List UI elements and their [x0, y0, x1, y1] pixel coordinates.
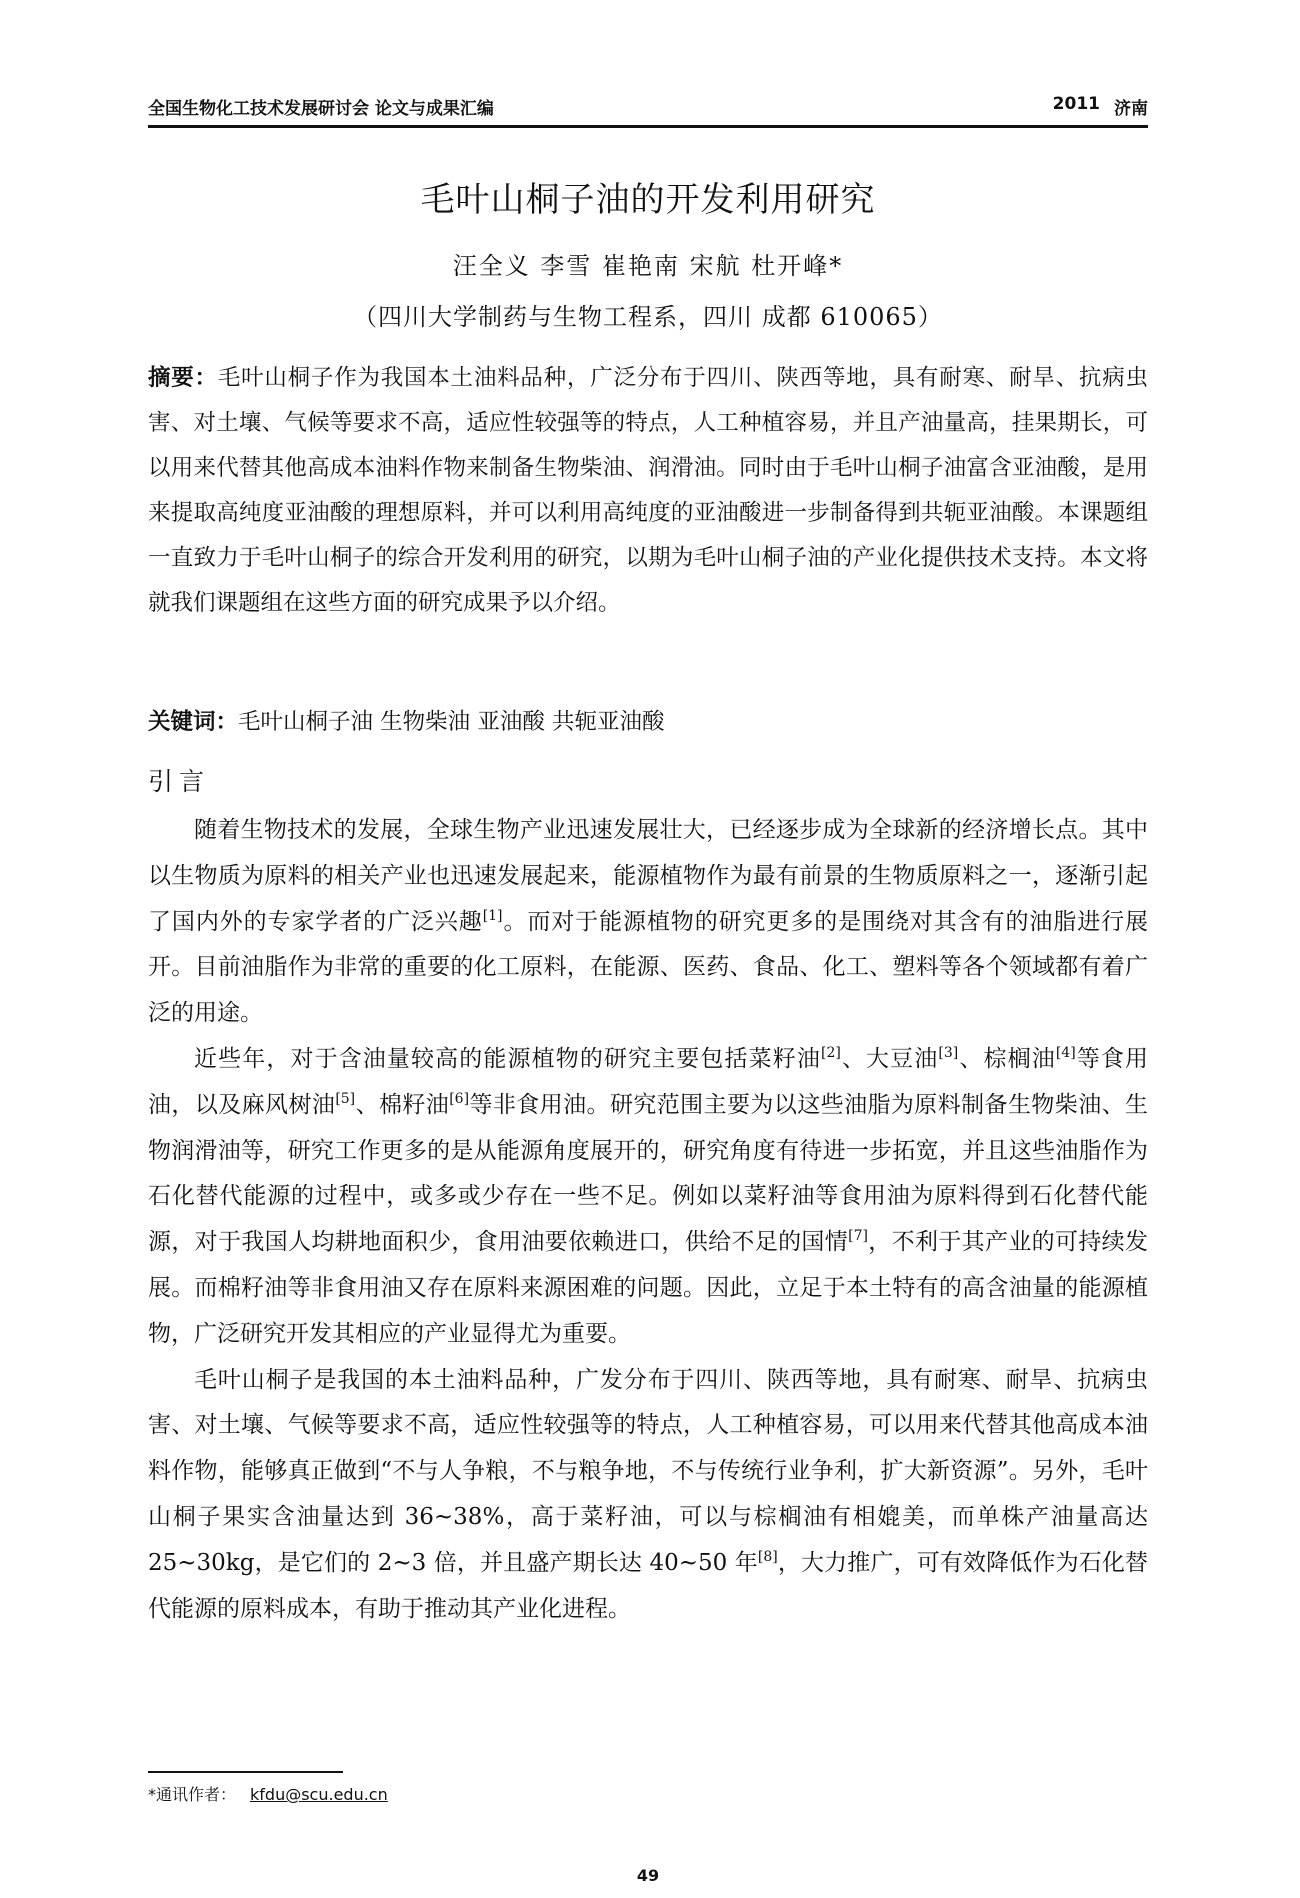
- abstract-text: 毛叶山桐子作为我国本土油料品种，广泛分布于四川、陕西等地，具有耐寒、耐旱、抗病虫害、对土壤、气候等要求不高，适应性较强等的特点，人工种植容易，并且产油量高，挂果期长，可以用来代替其他高成本油料作物来制备生物柴油、润滑油。同时由于毛叶山桐子油富含亚油酸，是用来提取高纯度亚油酸的理想原料，并可以利用高纯度的亚油酸进一步制备得到共轭亚油酸。本课题组一直致力于毛叶山桐子的综合开发利用的研究，以期为毛叶山桐子油的产业化提供技术支持。本文将就我们课题组在这些方面的研究成果予以介绍。: [148, 365, 1148, 616]
- citation-ref-7: [7]: [848, 1228, 868, 1245]
- text-run: 随着生物技术的发展，全球生物产业迅速发展壮大，已经逐步成为全球新的经济增长点。其中以生物质为原料的相关产业也迅速发展起来，能源植物作为最有前景的生物质原料之一，逐渐引起了国内外的专家学者的广泛兴趣: [148, 817, 1148, 935]
- citation-ref-5: [5]: [335, 1090, 356, 1107]
- paragraph-2: [148, 1037, 1148, 1358]
- header-conference: 全国生物化工技术发展研讨会 论文与成果汇编: [148, 99, 494, 119]
- paper-affiliation: （四川大学制药与生物工程系，四川 成都 610065）: [353, 303, 943, 331]
- text-run: 等非食用油。研究范围主要为以这些油脂为原料制备生物柴油、生物润滑油等，研究工作更多的是从能源角度展开的，研究角度有待进一步拓宽，并且这些油脂作为石化替代能源的过程中，或多或少存在一些不足。例如以菜籽油等食用油为原料得到石化替代能源，对于我国人均耕地面积少，食用油要依赖进口，供给不足的国情: [148, 1091, 1149, 1256]
- running-header: [148, 94, 1148, 128]
- footnote-label: *通讯作者：: [148, 1785, 237, 1804]
- keywords-text: 毛叶山桐子油 生物柴油 亚油酸 共轭亚油酸: [238, 709, 665, 735]
- keywords: [148, 700, 1148, 745]
- citation-ref-8: [8]: [757, 1548, 778, 1565]
- paper-authors: 汪全义 李雪 崔艳南 宋航 杜开峰*: [452, 252, 844, 280]
- citation-ref-6: [6]: [449, 1090, 470, 1107]
- citation-ref-4: [4]: [1055, 1044, 1076, 1061]
- paragraph-3: [148, 1358, 1148, 1633]
- header-year: 2011: [1052, 94, 1100, 114]
- text-run: 、棉籽油: [355, 1091, 450, 1118]
- text-run: 。而对于能源植物的研究更多的是围绕对其含有的油脂进行展开。目前油脂作为非常的重要的化工原料，在能源、医药、食品、化工、塑料等各个领域都有着广泛的用途。: [148, 908, 1148, 1027]
- header-right: [1053, 94, 1148, 119]
- text-run: 、大豆油: [840, 1045, 939, 1072]
- citation-ref-1: [1]: [482, 907, 503, 924]
- body-text: [148, 808, 1148, 1632]
- corresponding-email-link[interactable]: kfdu@scu.edu.cn: [250, 1785, 388, 1804]
- text-run: ，大力推广，可有效降低作为石化替代能源的原料成本，有助于推动其产业化进程。: [148, 1549, 1148, 1622]
- text-run: 、棕榈油: [958, 1045, 1056, 1072]
- text-run: 等食用油，以及麻风树油: [148, 1045, 1149, 1118]
- footnote: [148, 1782, 948, 1805]
- page-number: 49: [636, 1866, 660, 1885]
- abstract: [148, 356, 1148, 626]
- header-city: 济南: [1114, 99, 1148, 119]
- keywords-label: 关键词：: [148, 709, 239, 735]
- citation-ref-2: [2]: [820, 1044, 841, 1061]
- footnote-divider: [148, 1771, 343, 1773]
- paper-title: 毛叶山桐子油的开发利用研究: [420, 180, 876, 220]
- section-heading-introduction: 引言: [148, 767, 211, 796]
- text-run: 近些年，对于含油量较高的能源植物的研究主要包括菜籽油: [194, 1045, 821, 1072]
- citation-ref-3: [3]: [938, 1044, 959, 1061]
- text-run: 毛叶山桐子是我国的本土油料品种，广发分布于四川、陕西等地，具有耐寒、耐旱、抗病虫害、对土壤、气候等要求不高，适应性较强等的特点，人工种植容易，可以用来代替其他高成本油料作物，能够真正做到“不与人争粮，不与粮争地，不与传统行业争利，扩大新资源”。另外，毛叶山桐子果实含油量达到 36~38%，高于菜籽油，可以与棕榈油有相媲美，而单株产油量高达 25~30kg，是它们的 2~3 倍，并且盛产期长达 40~50 年: [148, 1366, 1148, 1576]
- abstract-label: 摘要：: [148, 365, 218, 391]
- text-run: ，不利于其产业的可持续发展。而棉籽油等非食用油又存在原料来源困难的问题。因此，立足于本土特有的高含油量的能源植物，广泛研究开发其相应的产业显得尤为重要。: [148, 1229, 1149, 1347]
- paragraph-1: [148, 808, 1148, 1037]
